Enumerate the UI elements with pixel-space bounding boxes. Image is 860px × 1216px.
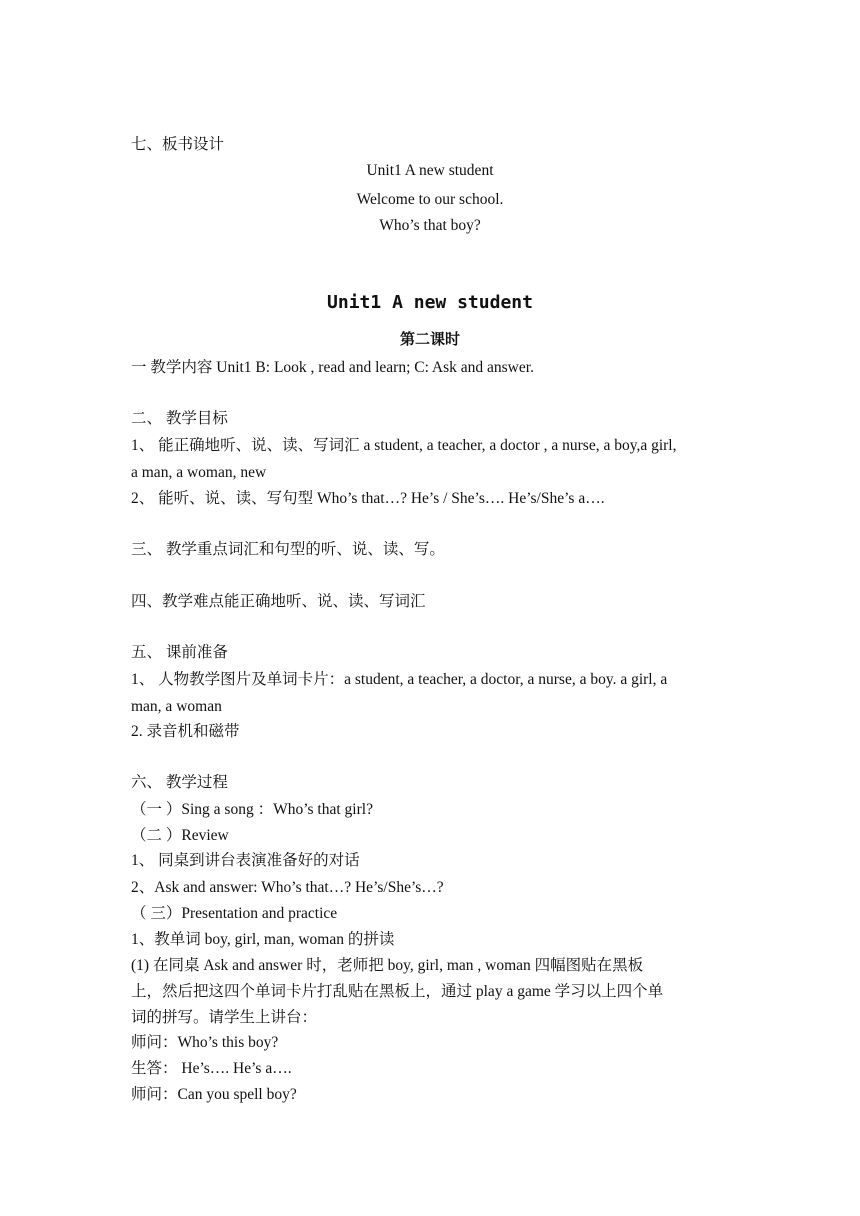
paragraph-line: （ 三）Presentation and practice [131, 905, 338, 922]
paragraph-line: 师问：Who’s this boy? [131, 1034, 279, 1051]
lesson-subtitle: 第二课时 [399, 330, 460, 348]
paragraph-line: (1) 在同桌 Ask and answer 时，老师把 boy, girl, man , woman 四幅图贴在黑板 [131, 957, 644, 974]
board-design-heading: 七、板书设计 [131, 136, 225, 153]
section-heading-objectives: 二、 教学目标 [131, 410, 228, 427]
paragraph-line: 1、教单词 boy, girl, man, woman 的拼读 [131, 931, 395, 948]
section-heading-key-points: 三、 教学重点词汇和句型的听、说、读、写。 [131, 541, 445, 558]
paragraph-line: a man, a woman, new [131, 464, 267, 481]
paragraph-line: （一 ）Sing a song ：Who’s that girl? [131, 801, 373, 818]
paragraph-line: 1、 同桌到讲台表演准备好的对话 [131, 852, 360, 869]
paragraph-line: （二 ）Review [131, 827, 229, 844]
paragraph-line: man, a woman [131, 698, 222, 715]
board-line-2: Welcome to our school. [356, 191, 504, 208]
section-heading-preparation: 五、 课前准备 [131, 644, 228, 661]
paragraph-line: 上，然后把这四个单词卡片打乱贴在黑板上，通过 play a game 学习以上四个单 [131, 983, 664, 1000]
paragraph-line: 2、Ask and answer: Who’s that…? He’s/She’s…? [131, 879, 444, 896]
section-heading-difficulties: 四、教学难点能正确地听、说、读、写词汇 [131, 593, 426, 610]
section-heading-process: 六、 教学过程 [131, 774, 228, 791]
paragraph-line: 2、 能听、说、读、写句型 Who’s that…? He’s / She’s…. He’s/She’s a…. [131, 490, 605, 507]
teaching-content: 一 教学内容 Unit1 B: Look , read and learn; C: Ask and answer. [131, 359, 534, 376]
paragraph-line: 生答： He’s…. He’s a…. [131, 1060, 292, 1077]
paragraph-line: 师问：Can you spell boy? [131, 1086, 297, 1103]
paragraph-line: 1、 人物教学图片及单词卡片：a student, a teacher, a doctor, a nurse, a boy. a girl, a [131, 671, 668, 688]
paragraph-line: 词的拼写。请学生上讲台： [131, 1009, 318, 1026]
lesson-title: Unit1 A new student [327, 292, 533, 313]
paragraph-line: 2. 录音机和磁带 [131, 723, 240, 740]
board-line-1: Unit1 A new student [366, 162, 494, 179]
paragraph-line: 1、 能正确地听、说、读、写词汇 a student, a teacher, a doctor , a nurse, a boy,a girl, [131, 437, 677, 454]
board-line-3: Who’s that boy? [379, 217, 481, 234]
